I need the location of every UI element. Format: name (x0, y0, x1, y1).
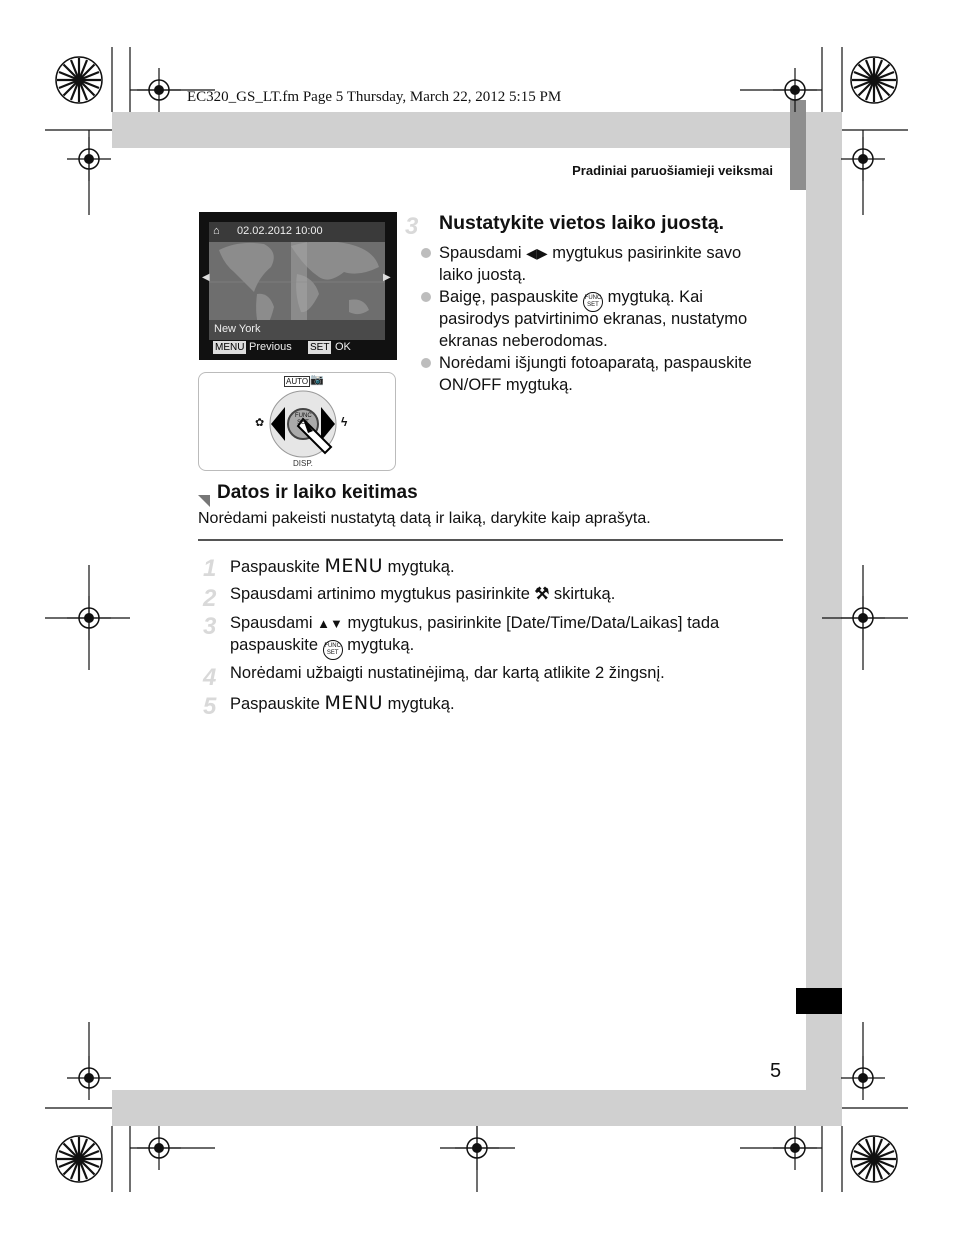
func-icon-text: FUNC (324, 643, 341, 649)
text: mygtuką. (383, 695, 455, 713)
lcd-left-arrow-icon: ◀ (202, 272, 210, 283)
lcd-ok-label: OK (335, 341, 351, 353)
text: paspauskite (230, 636, 323, 654)
step3-title: Nustatykite vietos laiko juostą. (439, 212, 725, 234)
step3-number: 3 (405, 213, 419, 240)
set-label: SET (297, 420, 309, 426)
step-3-number: 3 (203, 613, 217, 640)
text: mygtuką. (342, 636, 415, 654)
tools-tab-icon: ⚒ (534, 585, 550, 603)
left-right-arrows-icon: ◀▶ (526, 245, 548, 261)
step-1-text (230, 555, 455, 578)
page-number: 5 (770, 1060, 782, 1082)
step-4-number: 4 (203, 664, 217, 691)
disp-label: DISP. (293, 459, 313, 468)
step-2-number: 2 (203, 585, 217, 612)
set-icon-text: SET (587, 302, 599, 308)
step-4-text: Norėdami užbaigti nustatinėjimą, dar kartą atlikite 2 žingsnį. (230, 664, 665, 682)
menu-button-label: MENU (324, 555, 384, 577)
text: Paspauskite (230, 695, 325, 713)
step-5-text (230, 692, 455, 715)
step3-bullet-3-line-1: Norėdami išjungti fotoaparatą, paspauskite (439, 354, 752, 372)
text: Spausdami artinimo mygtukus pasirinkite (230, 585, 535, 603)
step3-bullet-2-line-2: pasirodys patvirtinimo ekranas, nustatymo (439, 310, 748, 328)
step3-bullet-3-line-2: ON/OFF mygtuką. (439, 376, 573, 394)
section-corner-icon (198, 495, 210, 507)
text: Spausdami (439, 244, 527, 262)
file-info-line: EC320_GS_LT.fm Page 5 Thursday, March 22, 2012 5:15 PM (187, 89, 562, 105)
macro-icon: ✿ (255, 417, 265, 429)
step-3-line-2 (230, 634, 414, 660)
section-header: Pradiniai paruošiamieji veiksmai (572, 163, 773, 178)
step-1-number: 1 (203, 555, 217, 582)
menu-button-label: MENU (324, 692, 384, 714)
camera-lcd-screen (199, 212, 397, 360)
text: Paspauskite (230, 558, 325, 576)
text: mygtuką. Kai (603, 288, 703, 306)
control-pad-illustration (198, 372, 396, 471)
lcd-menu-key: MENU (215, 342, 245, 353)
bullet-1 (421, 248, 431, 258)
section-divider (198, 539, 783, 541)
step-2-text (230, 583, 615, 605)
text: mygtukus pasirinkite savo (547, 244, 742, 262)
flash-icon: ϟ (341, 415, 348, 429)
set-icon-text: SET (326, 650, 339, 656)
func-icon-text: FUNC (584, 295, 602, 301)
step-3-line-1 (230, 612, 719, 635)
camera-mode-icon: 📷 (310, 374, 324, 386)
text: Baigę, paspauskite (439, 288, 584, 306)
step-5-number: 5 (203, 693, 217, 720)
func-set-button-label (295, 413, 311, 427)
func-label: FUNC (295, 413, 312, 419)
section-title: Datos ir laiko keitimas (217, 482, 418, 503)
auto-mode-label: AUTO (286, 377, 309, 386)
lcd-city-name: New York (214, 323, 261, 335)
step3-bullet-1-line-1 (439, 242, 741, 264)
lcd-set-key: SET (310, 342, 330, 353)
lcd-previous-label: Previous (249, 341, 292, 353)
lcd-right-arrow-icon: ▶ (383, 272, 391, 283)
home-icon: ⌂ (213, 225, 220, 237)
step3-bullet-1-line-2: laiko juostą. (439, 266, 527, 284)
step3-bullet-2-line-3: ekranas neberodomas. (439, 332, 608, 350)
bullet-2 (421, 292, 431, 302)
func-set-icon (323, 640, 343, 660)
section-intro: Norėdami pakeisti nustatytą datą ir laiką, darykite kaip aprašyta. (198, 510, 651, 527)
up-down-arrows-icon: ▲▼ (317, 616, 343, 631)
lcd-date-time: 02.02.2012 10:00 (237, 225, 323, 237)
text: Spausdami (230, 614, 318, 632)
text: mygtukus, pasirinkite [Date/Time/Data/Laikas] tada (342, 614, 720, 632)
text: skirtuką. (549, 585, 616, 603)
text: mygtuką. (383, 558, 455, 576)
bullet-3 (421, 358, 431, 368)
